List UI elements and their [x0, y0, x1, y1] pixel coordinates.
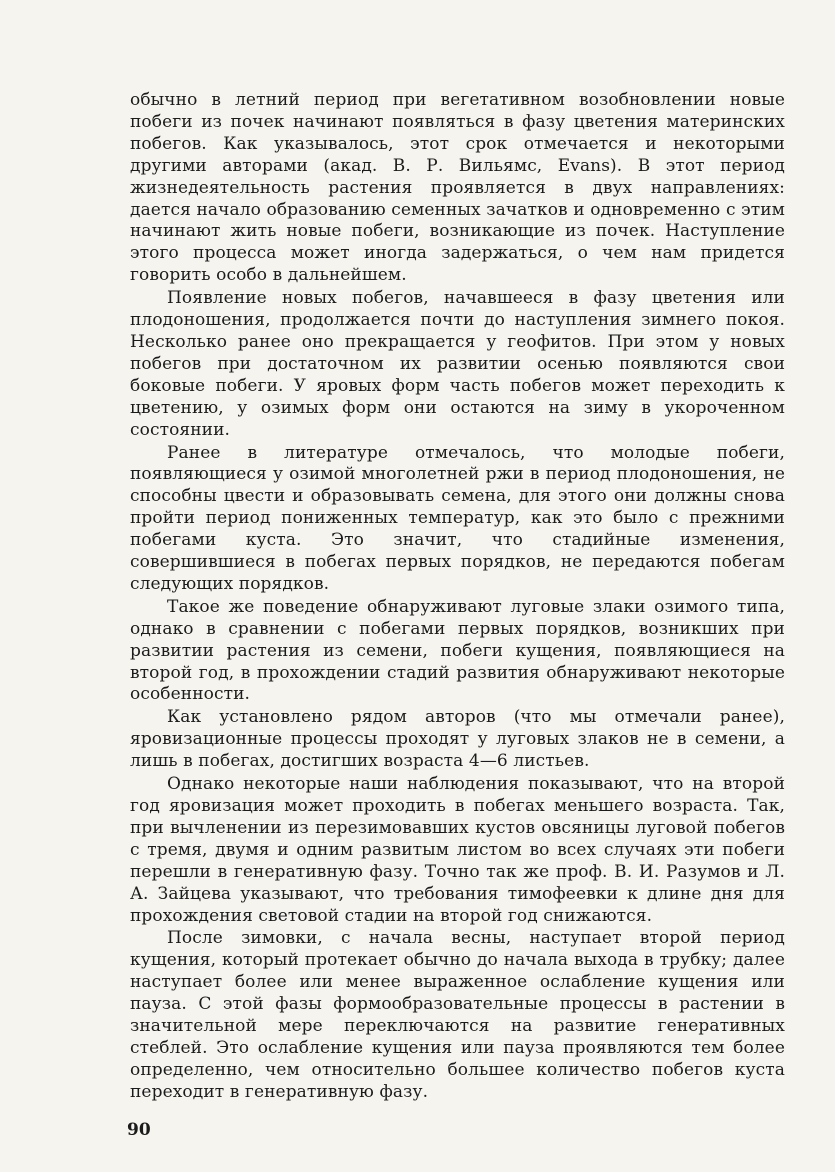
- paragraph-4: Такое же поведение обнаруживают луговые злаки озимого типа, однако в сравнении с побегами первых порядков, возникших при развитии растения из семени, побеги кущения, появляющиеся на второй год, в прохождении стадий развития обнаруживают некоторые особенности.: [130, 596, 785, 705]
- paragraph-5: Как установлено рядом авторов (что мы отмечали ранее), яровизационные процессы проходят у луговых злаков не в семени, а лишь в побегах, достигших возраста 4—6 листьев.: [130, 707, 785, 772]
- paragraph-2: Появление новых побегов, начавшееся в фазу цветения или плодоношения, продолжается почти до наступления зимнего покоя. Несколько ранее оно прекращается у геофитов. При этом у новых побегов при достаточном их развитии осенью появляются свои боковые побеги. У яровых форм часть побегов может переходить к цветению, у озимых форм они остаются на зиму в укороченном состоянии.: [130, 288, 785, 440]
- paragraph-3: Ранее в литературе отмечалось, что молодые побеги, появляющиеся у озимой многолетней ржи в период плодоношения, не способны цвести и образовывать семена, для этого они должны снова пройти период пониженных температур, как это было с прежними побегами куста. Это значит, что стадийные изменения, совершившиеся в побегах первых порядков, не передаются побегам следующих порядков.: [130, 442, 785, 594]
- page-number: 90: [127, 1120, 151, 1140]
- paragraph-7: После зимовки, с начала весны, наступает второй период кущения, который протекает обычно до начала выхода в трубку; далее наступает более или менее выраженное ослабление кущения или пауза. С этой фазы формообразовательные процессы в растении в значительной мере переключаются на развитие генеративных стеблей. Это ослабление кущения или пауза проявляются тем более определенно, чем относительно большее количество побегов куста переходит в генеративную фазу.: [130, 928, 785, 1102]
- paragraph-1: обычно в летний период при вегетативном возобновлении новые побеги из почек начинают появляться в фазу цветения материнских побегов. Как указывалось, этот срок отмечается и некоторыми другими авторами (акад. В. Р. Вильямс, Evans). В этот период жизнедеятельность растения проявляется в двух направлениях: дается начало образованию семенных зачатков и одновременно с этим начинают жить новые побеги, возникающие из почек. Наступление этого процесса может иногда задержаться, о чем нам придется говорить особо в дальнейшем.: [130, 90, 785, 286]
- page-body: [130, 90, 785, 1150]
- paragraph-6: Однако некоторые наши наблюдения показывают, что на второй год яровизация может проходить в побегах меньшего возраста. Так, при вычленении из перезимовавших кустов овсяницы луговой побегов с тремя, двумя и одним развитым листом во всех случаях эти побеги перешли в генеративную фазу. Точно так же проф. В. И. Разумов и Л. А. Зайцева указывают, что требования тимофеевки к длине дня для прохождения световой стадии на второй год снижаются.: [130, 774, 785, 926]
